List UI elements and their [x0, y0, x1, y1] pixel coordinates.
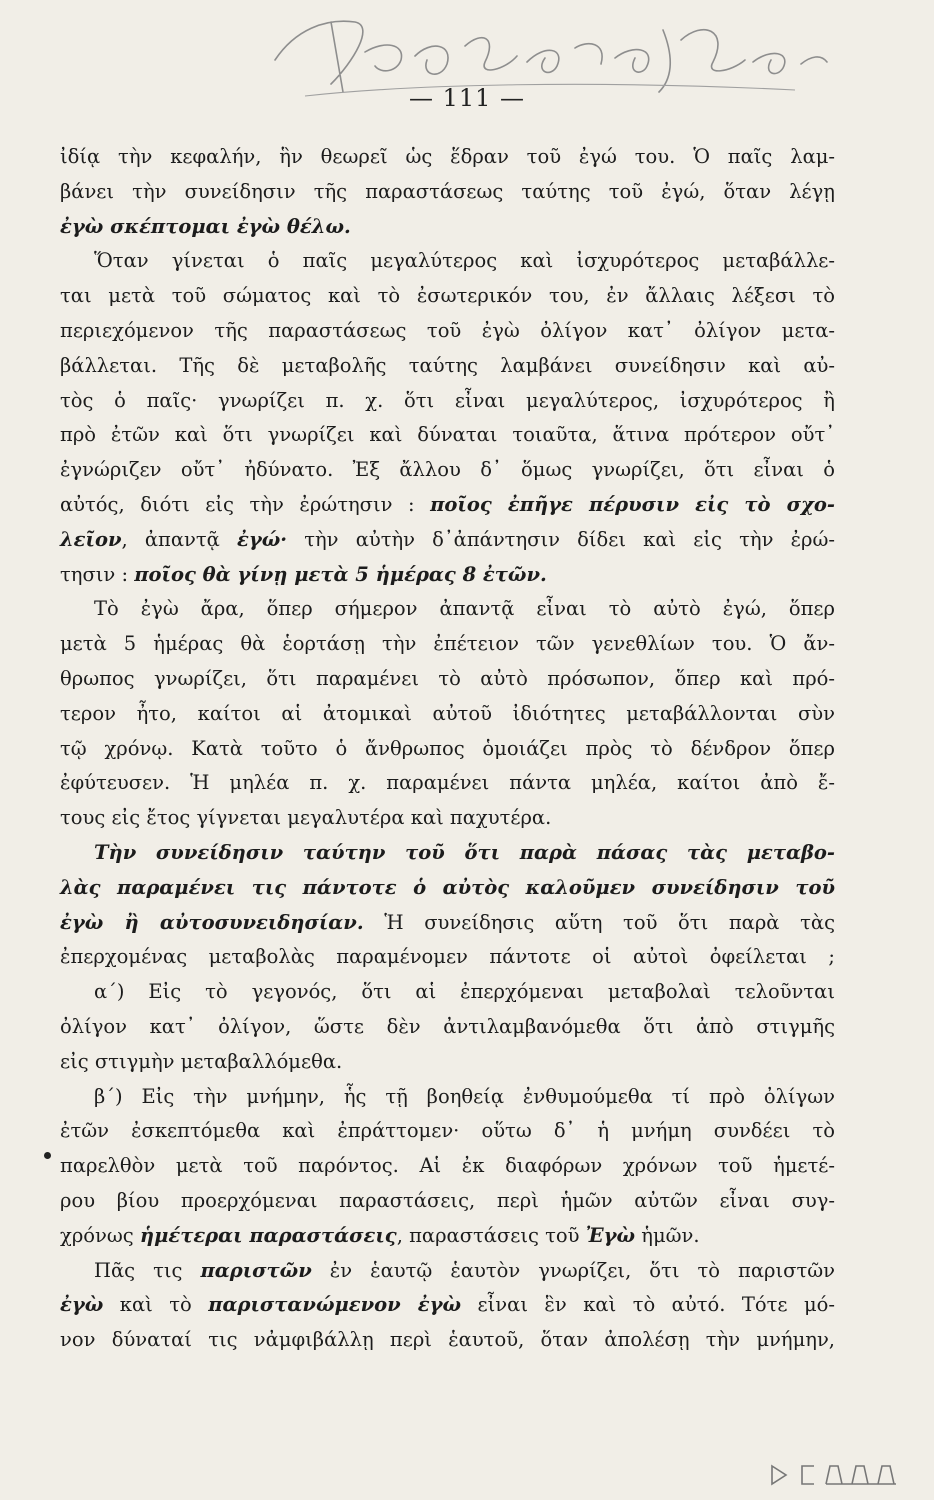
text-line: ἐγὼ καὶ τὸ παριστανώμενον ἐγὼ εἶναι ἓν καὶ τὸ αὐτό. Τότε μό-	[60, 1293, 836, 1317]
text-line: εἰς στιγμὴν μεταβαλλόμεθα.	[60, 1049, 343, 1073]
text-line: χρόνως ἡμέτεραι παραστάσεις, παραστάσεις τοῦ Ἐγὼ ἡμῶν.	[60, 1223, 700, 1247]
margin-dot	[44, 1152, 51, 1159]
emphasis-text: Τὴν συνείδησιν ταύτην τοῦ ὅτι παρὰ πάσας τὰς μεταβο-	[94, 840, 835, 864]
text-line: νον δύναταί τις νἀμφιβάλλῃ περὶ ἑαυτοῦ, ὅταν ἀπολέσῃ τὴν μνήμην,	[60, 1328, 835, 1352]
emphasis-text: ἡμέτεραι παραστάσεις	[139, 1223, 397, 1247]
emphasis-text: λὰς παραμένει τις πάντοτε ὁ αὐτὸς καλοῦμεν συνείδησιν τοῦ	[60, 875, 835, 899]
text-line: ἐπερχομένας μεταβολὰς παραμένομεν πάντοτε οἱ αὐτοὶ ὀφείλεται ;	[60, 945, 835, 969]
page-number: — 111 —	[408, 84, 526, 112]
text-line: μετὰ 5 ἡμέρας θὰ ἑορτάσῃ τὴν ἐπέτειον τῶν γενεθλίων του. Ὁ ἄν-	[60, 632, 835, 656]
text-line	[60, 210, 835, 245]
text-line: τῷ χρόνῳ. Κατὰ τοῦτο ὁ ἄνθρωπος ὁμοιάζει πρὸς τὸ δένδρον ὅπερ	[60, 736, 835, 760]
text-line: ἰδίᾳ τὴν κεφαλήν, ἣν θεωρεῖ ὡς ἕδραν τοῦ ἐγώ του. Ὁ παῖς λαμ-	[60, 145, 835, 168]
text-line: Τὸ ἐγὼ ἄρα, ὅπερ σήμερον ἀπαντᾷ εἶναι τὸ αὐτὸ ἐγώ, ὅπερ	[94, 597, 835, 621]
text-line: τὸς ὁ παῖς· γνωρίζει π. χ. ὅτι εἶναι μεγαλύτερος, ἰσχυρότερος ἢ	[60, 388, 835, 412]
text-line: β΄) Εἰς τὴν μνήμην, ἧς τῇ βοηθείᾳ ἐνθυμούμεθα τί πρὸ ὀλίγων	[94, 1084, 835, 1108]
text-line: αὐτός, διότι εἰς τὴν ἐρώτησιν : ποῖος ἐπῆγε πέρυσιν εἰς τὸ σχο-	[60, 492, 835, 516]
emphasis-text: ἐγὼ ἢ αὐτοσυνειδησίαν.	[60, 910, 364, 934]
text-line: Πᾶς τις παριστῶν ἐν ἑαυτῷ ἑαυτὸν γνωρίζει, ὅτι τὸ παριστῶν	[94, 1258, 835, 1282]
text-line: ται μετὰ τοῦ σώματος καὶ τὸ ἐσωτερικόν του, ἐν ἄλλαις λέξεσι τὸ	[60, 284, 835, 308]
text-line: ρου βίου προερχόμεναι παραστάσεις, περὶ ἡμῶν αὐτῶν εἶναι συγ-	[60, 1188, 835, 1212]
text-line: ἐγνώριζεν οὔτ᾽ ἠδύνατο. Ἐξ ἄλλου δ᾽ ὅμως γνωρίζει, ὅτι εἶναι ὁ	[60, 458, 835, 482]
text-line: α΄) Εἰς τὸ γεγονός, ὅτι αἱ ἐπερχόμεναι μεταβολαὶ τελοῦνται	[94, 980, 835, 1004]
library-stamp-mark	[766, 1460, 916, 1490]
emphasis-text: ἐγὼ	[60, 1293, 104, 1317]
text-line: παρελθὸν μετὰ τοῦ παρόντος. Αἱ ἐκ διαφόρων χρόνων τοῦ ἡμετέ-	[60, 1154, 835, 1178]
body-text	[60, 140, 835, 1358]
text-line: λεῖον, ἀπαντᾷ ἐγώ· τὴν αὐτὴν δ᾽ἀπάντησιν δίδει καὶ εἰς τὴν ἐρώ-	[60, 527, 836, 551]
emphasis-text: Ἐγὼ	[585, 1223, 636, 1247]
text-line: ἐγὼ ἢ αὐτοσυνειδησίαν. Ἡ συνείδησις αὕτη τοῦ ὅτι παρὰ τὰς	[60, 910, 835, 934]
text-line: περιεχόμενον τῆς παραστάσεως τοῦ ἐγὼ ὀλίγον κατ᾽ ὀλίγον μετα-	[60, 318, 835, 342]
text-line: βάλλεται. Τῆς δὲ μεταβολῆς ταύτης λαμβάνει συνείδησιν καὶ αὐ-	[60, 353, 835, 377]
text-line: ὀλίγον κατ᾽ ὀλίγον, ὥστε δὲν ἀντιλαμβανόμεθα ὅτι ἀπὸ στιγμῆς	[60, 1014, 835, 1038]
emphasis-text: ποῖος ἐπῆγε πέρυσιν εἰς τὸ σχο-	[430, 492, 835, 516]
text-line: θρωπος γνωρίζει, ὅτι παραμένει τὸ αὐτὸ πρόσωπον, ὅπερ καὶ πρό-	[60, 666, 835, 690]
emphasis-text: λεῖον	[60, 527, 122, 551]
emphasis-text: ἐγώ·	[236, 527, 288, 551]
emphasis-text: παριστανώμενον ἐγὼ	[208, 1293, 462, 1317]
text-line: ἐτῶν ἐσκεπτόμεθα καὶ ἐπράττομεν· οὕτω δ᾽ ἡ μνήμη συνδέει τὸ	[60, 1119, 835, 1143]
emphasis-text: παριστῶν	[200, 1258, 312, 1282]
text-line: πρὸ ἐτῶν καὶ ὅτι γνωρίζει καὶ δύναται τοιαῦτα, ἅτινα πρότερον οὔτ᾽	[60, 423, 835, 447]
text-line: τερον ἦτο, καίτοι αἱ ἀτομικαὶ αὐτοῦ ἰδιότητες μεταβάλλονται σὺν	[60, 701, 835, 725]
text-line: βάνει τὴν συνείδησιν τῆς παραστάσεως ταύτης τοῦ ἐγώ, ὅταν λέγῃ	[60, 179, 835, 203]
text-line: ἐφύτευσεν. Ἡ μηλέα π. χ. παραμένει πάντα μηλέα, καίτοι ἀπὸ ἔ-	[60, 771, 835, 795]
text-line: τους εἰς ἔτος γίγνεται μεγαλυτέρα καὶ παχυτέρα.	[60, 806, 552, 830]
emphasis-text: ποῖος θὰ γίνῃ μετὰ 5 ἡμέρας 8 ἐτῶν.	[134, 562, 547, 586]
text-line: Ὅταν γίνεται ὁ παῖς μεγαλύτερος καὶ ἰσχυρότερος μεταβάλλε-	[94, 249, 835, 273]
text-line	[60, 836, 835, 871]
emphasis-text: ἐγὼ σκέπτομαι ἐγὼ θέλω.	[60, 214, 351, 238]
text-line	[60, 871, 835, 906]
text-line: τησιν : ποῖος θὰ γίνῃ μετὰ 5 ἡμέρας 8 ἐτῶν.	[60, 562, 547, 586]
